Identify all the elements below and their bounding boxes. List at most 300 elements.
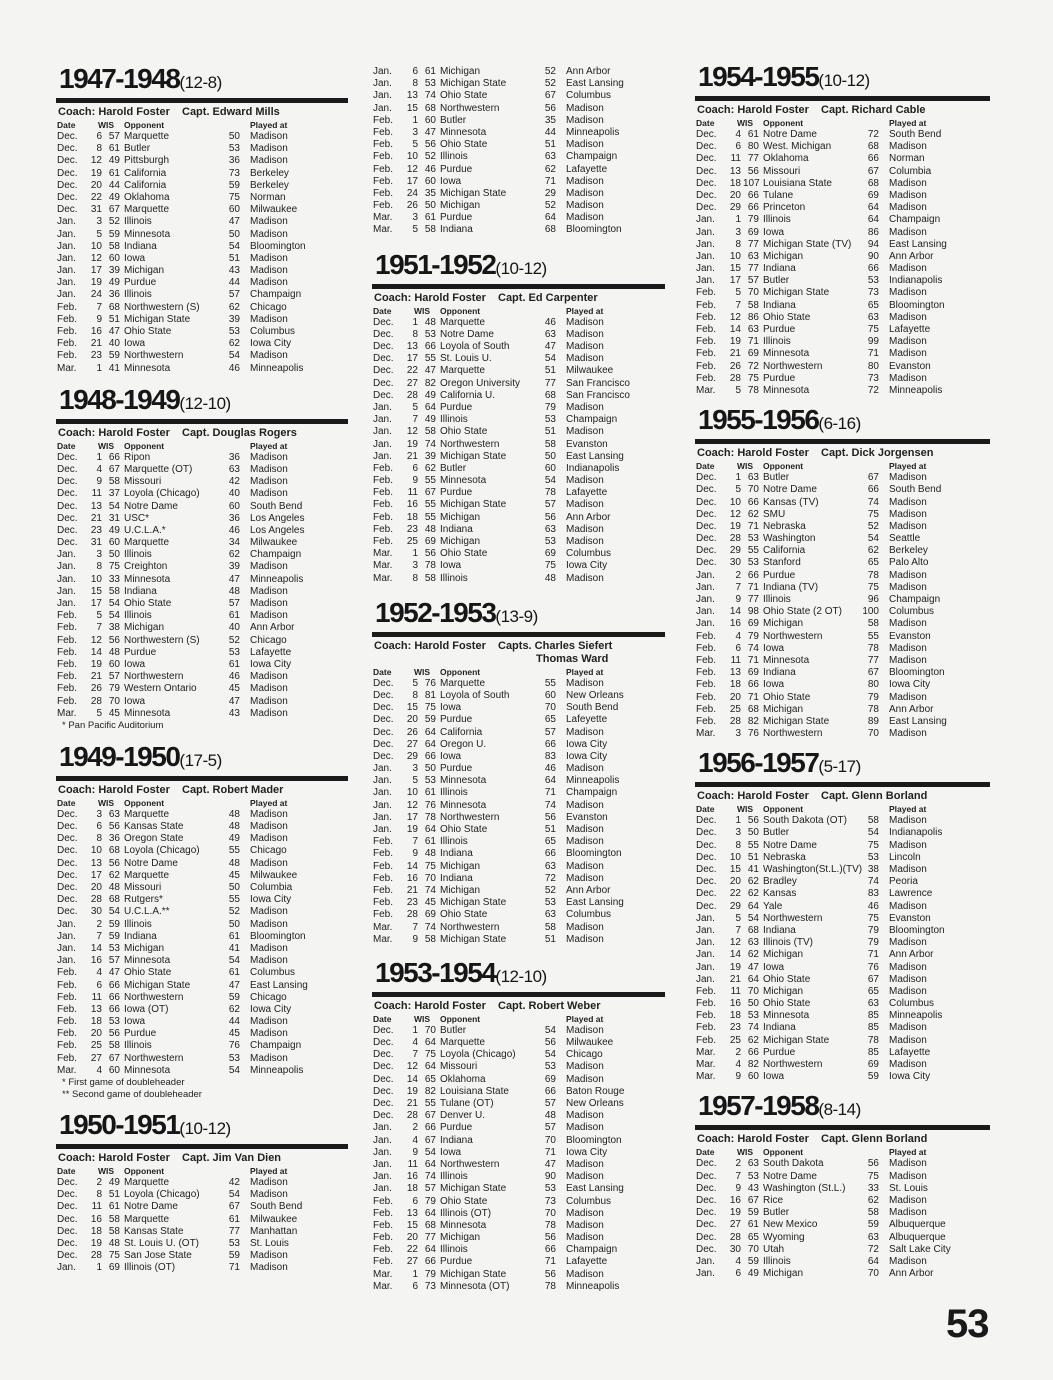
opponent-score: 51	[544, 933, 556, 945]
game-month: Feb.	[57, 350, 78, 362]
wisconsin-score: 45	[424, 897, 436, 909]
game-month: Mar.	[696, 384, 716, 396]
wisconsin-score: 75	[108, 1250, 120, 1262]
game-month: Dec.	[57, 191, 78, 203]
header-date: Date	[57, 797, 76, 808]
game-day: 21	[90, 671, 102, 683]
game-location: Ann Arbor	[566, 511, 611, 523]
header-wis: WIS	[414, 666, 431, 677]
opponent-score: 76	[228, 1040, 240, 1052]
opponent-score: 44	[228, 277, 240, 289]
game-row	[695, 949, 990, 961]
game-location: New Orleans	[566, 689, 624, 701]
game-day: 25	[90, 1040, 102, 1052]
opponent-score: 79	[867, 691, 879, 703]
game-month: Feb.	[57, 1052, 78, 1064]
wisconsin-score: 53	[747, 1010, 759, 1022]
game-row	[56, 980, 348, 992]
game-month: Jan.	[696, 226, 715, 238]
game-location: Madison	[250, 313, 288, 325]
game-row	[695, 728, 990, 740]
game-month: Jan.	[696, 973, 715, 985]
opponent-score: 53	[544, 897, 556, 909]
wisconsin-score: 48	[424, 848, 436, 860]
game-day: 9	[412, 475, 418, 487]
game-location: Evanston	[566, 438, 608, 450]
opponent-score: 68	[544, 389, 556, 401]
game-row	[695, 962, 990, 974]
game-location: Madison	[566, 1061, 604, 1073]
game-location: Iowa City	[566, 1146, 608, 1158]
season-year: 1947-1948	[59, 63, 180, 94]
wisconsin-score: 63	[747, 324, 759, 335]
opponent-score: 58	[867, 618, 879, 630]
game-location: Madison	[566, 1073, 604, 1085]
wisconsin-score: 69	[747, 348, 759, 360]
game-location: Indianapolis	[889, 827, 943, 839]
game-row	[695, 263, 990, 275]
opponent-name: Marquette	[440, 677, 486, 689]
wisconsin-score: 64	[424, 1061, 436, 1073]
game-row	[372, 365, 665, 377]
opponent-name: Michigan State	[440, 933, 507, 945]
game-day: 13	[729, 667, 741, 679]
season-record: (5-17)	[818, 757, 861, 777]
game-month: Dec.	[57, 512, 78, 524]
game-day: 13	[90, 1003, 102, 1015]
column-right	[695, 62, 990, 1280]
opponent-score: 47	[228, 216, 240, 228]
game-day: 22	[729, 888, 741, 900]
game-location: Palo Alto	[889, 557, 929, 569]
game-location: Madison	[889, 581, 927, 593]
wisconsin-score: 61	[424, 836, 436, 848]
game-location: South Bend	[889, 129, 942, 140]
wisconsin-score: 71	[747, 691, 759, 703]
opponent-score: 78	[544, 1280, 556, 1292]
wisconsin-score: 55	[424, 499, 436, 511]
wisconsin-score: 77	[747, 594, 759, 605]
game-row	[56, 131, 348, 143]
game-location: Madison	[250, 1250, 288, 1262]
wisconsin-score: 82	[747, 715, 759, 727]
game-day: 16	[729, 998, 741, 1010]
opponent-name: Northwestern	[440, 921, 500, 933]
game-month: Jan.	[373, 775, 392, 787]
opponent-score: 53	[228, 1237, 240, 1249]
game-location: Madison	[566, 1158, 604, 1170]
game-row	[372, 763, 665, 775]
game-row	[56, 241, 348, 253]
game-day: 28	[406, 1110, 418, 1122]
game-row	[372, 317, 665, 329]
game-month: Jan.	[373, 78, 392, 90]
game-location: Madison	[250, 1189, 288, 1201]
opponent-score: 59	[228, 179, 240, 191]
season-section	[56, 742, 348, 1101]
game-day: 5	[735, 912, 741, 924]
opponent-name: Indiana	[440, 872, 473, 884]
game-month: Jan.	[57, 277, 76, 289]
game-row	[372, 164, 665, 176]
game-row	[372, 66, 665, 78]
opponent-score: 83	[867, 888, 879, 900]
header-date: Date	[57, 1166, 76, 1176]
opponent-score: 59	[867, 1219, 879, 1231]
game-row	[372, 573, 665, 585]
game-location: Lafeyette	[566, 714, 608, 726]
game-month: Feb.	[373, 187, 394, 199]
opponent-score: 86	[867, 226, 879, 238]
opponent-score: 53	[867, 275, 879, 287]
coach-line	[695, 104, 990, 117]
game-location: Madison	[889, 1207, 927, 1219]
game-month: Mar.	[373, 548, 393, 560]
wisconsin-score: 48	[108, 1237, 120, 1249]
column-headers	[695, 117, 990, 129]
opponent-score: 67	[867, 472, 879, 484]
wisconsin-score: 70	[747, 484, 759, 496]
footnote: * Pan Pacific Auditorium	[62, 719, 164, 731]
game-location: Madison	[566, 114, 604, 126]
game-day: 18	[90, 1225, 102, 1237]
opponent-score: 78	[867, 642, 879, 654]
wisconsin-score: 49	[108, 155, 120, 167]
game-month: Jan.	[696, 214, 715, 226]
opponent-name: Purdue	[440, 212, 473, 224]
game-location: Madison	[250, 488, 288, 500]
game-row	[56, 501, 348, 513]
wisconsin-score: 40	[108, 338, 120, 350]
opponent-name: Butler	[763, 1207, 790, 1219]
opponent-score: 62	[867, 545, 879, 557]
game-row	[372, 560, 665, 572]
opponent-name: Northwestern	[763, 1059, 823, 1070]
opponent-score: 42	[228, 476, 240, 488]
game-day: 20	[90, 179, 102, 191]
game-row	[372, 690, 665, 702]
game-row	[695, 166, 990, 178]
game-location: Columbus	[250, 326, 296, 337]
game-month: Dec.	[57, 1201, 78, 1213]
game-location: East Lansing	[566, 450, 624, 462]
opponent-score: 56	[544, 1037, 556, 1049]
game-location: Madison	[250, 451, 288, 463]
game-day: 19	[90, 1237, 102, 1249]
opponent-name: Northwestern	[763, 728, 823, 740]
opponent-name: Minnesota	[124, 228, 171, 240]
game-row	[56, 476, 348, 488]
game-row	[372, 702, 665, 714]
header-played-at: Played at	[250, 797, 288, 808]
wisconsin-score: 71	[747, 654, 759, 666]
opponent-name: Marquette	[124, 869, 170, 881]
game-row	[695, 901, 990, 913]
opponent-score: 79	[867, 937, 879, 949]
opponent-score: 62	[228, 1003, 240, 1015]
opponent-name: Indiana	[763, 263, 796, 275]
game-day: 1	[96, 362, 102, 374]
game-location: Madison	[566, 1024, 604, 1036]
game-row	[372, 678, 665, 690]
game-day: 6	[96, 131, 102, 142]
game-month: Feb.	[373, 909, 394, 921]
wisconsin-score: 76	[747, 728, 759, 740]
opponent-score: 66	[544, 848, 556, 860]
game-day: 12	[90, 155, 102, 167]
opponent-name: Minnesota (OT)	[440, 1280, 510, 1292]
game-month: Jan.	[696, 618, 715, 630]
opponent-name: Washington	[763, 533, 816, 545]
coach-name: Coach: Harold Foster	[697, 790, 809, 803]
game-month: Dec.	[373, 714, 394, 726]
game-month: Dec.	[57, 821, 78, 833]
game-row	[56, 1177, 348, 1189]
game-month: Dec.	[57, 537, 78, 549]
game-row	[372, 1037, 665, 1049]
game-location: Los Angeles	[250, 512, 305, 524]
opponent-score: 57	[544, 499, 556, 511]
coach-line	[695, 1133, 990, 1146]
game-location: Madison	[889, 496, 927, 508]
wisconsin-score: 50	[747, 827, 759, 839]
season-heading	[372, 958, 665, 992]
game-day: 29	[406, 750, 418, 762]
heading-rule	[56, 98, 348, 103]
game-location: Evanston	[566, 811, 608, 823]
opponent-score: 48	[228, 585, 240, 597]
game-location: Madison	[566, 860, 604, 872]
game-row	[56, 894, 348, 906]
opponent-name: California	[124, 167, 167, 179]
game-month: Dec.	[696, 1170, 717, 1182]
game-row	[56, 1238, 348, 1250]
game-location: Milwaukee	[250, 869, 298, 881]
game-location: Madison	[566, 523, 604, 535]
wisconsin-score: 58	[424, 224, 436, 236]
game-day: 8	[412, 572, 418, 584]
game-location: East Lansing	[889, 238, 947, 250]
game-day: 21	[729, 973, 741, 985]
coach-name: Coach: Harold Foster	[58, 1152, 170, 1164]
game-location: Minneapolis	[250, 1064, 304, 1076]
game-month: Mar.	[373, 1280, 393, 1292]
game-day: 1	[412, 1268, 418, 1280]
wisconsin-score: 59	[108, 930, 120, 942]
opponent-score: 48	[544, 572, 556, 584]
game-day: 1	[412, 316, 418, 328]
game-month: Feb.	[373, 1232, 394, 1244]
game-day: 2	[96, 1177, 102, 1188]
wisconsin-score: 64	[424, 824, 436, 835]
game-day: 8	[96, 561, 102, 573]
opponent-score: 57	[228, 289, 240, 301]
game-row	[372, 897, 665, 909]
game-month: Feb.	[696, 299, 717, 311]
opponent-name: Indiana	[124, 585, 157, 597]
game-location: Madison	[889, 985, 927, 997]
wisconsin-score: 82	[747, 1059, 759, 1070]
game-day: 28	[729, 715, 741, 727]
opponent-name: Illinois	[124, 610, 152, 622]
game-month: Dec.	[57, 500, 78, 512]
game-location: Madison	[250, 1177, 288, 1188]
header-date: Date	[373, 666, 392, 677]
captain-name: Capt. Richard Cable	[821, 104, 926, 116]
header-played-at: Played at	[250, 120, 288, 130]
captain-name: Capt. Jim Van Dien	[182, 1152, 282, 1164]
game-location: Milwaukee	[250, 204, 298, 216]
opponent-score: 90	[867, 250, 879, 262]
game-month: Feb.	[696, 336, 717, 348]
game-row	[695, 667, 990, 679]
opponent-score: 63	[544, 523, 556, 535]
opponent-score: 75	[867, 912, 879, 924]
game-location: Columbus	[250, 967, 296, 979]
opponent-name: Iowa	[124, 338, 146, 350]
game-month: Jan.	[57, 228, 76, 240]
opponent-score: 56	[544, 811, 556, 823]
wisconsin-score: 49	[424, 389, 436, 401]
season-record: (17-5)	[179, 750, 222, 770]
wisconsin-score: 39	[424, 450, 436, 462]
season-section	[56, 1110, 348, 1275]
wisconsin-score: 66	[108, 1003, 120, 1015]
game-location: Madison	[889, 177, 927, 189]
game-month: Jan.	[373, 811, 392, 823]
game-row	[695, 336, 990, 348]
game-day: 18	[406, 511, 418, 523]
game-month: Jan.	[373, 90, 392, 102]
game-day: 1	[735, 815, 741, 827]
opponent-score: 73	[544, 1195, 556, 1207]
game-month: Feb.	[696, 348, 717, 360]
game-row	[56, 1226, 348, 1238]
game-month: Feb.	[57, 646, 78, 658]
wisconsin-score: 75	[424, 1049, 436, 1061]
game-month: Dec.	[373, 389, 394, 401]
opponent-name: Loyola (Chicago)	[440, 1049, 516, 1061]
game-row	[695, 1158, 990, 1170]
opponent-score: 54	[228, 955, 240, 967]
game-row	[372, 1025, 665, 1037]
opponent-score: 54	[228, 240, 240, 252]
wisconsin-score: 68	[424, 102, 436, 114]
game-row	[695, 300, 990, 312]
opponent-score: 71	[544, 175, 556, 187]
wisconsin-score: 67	[424, 1134, 436, 1146]
opponent-score: 83	[544, 750, 556, 762]
wisconsin-score: 54	[108, 598, 120, 609]
game-row	[695, 1232, 990, 1244]
opponent-score: 64	[544, 775, 556, 787]
wisconsin-score: 74	[424, 1171, 436, 1183]
column-headers	[56, 1165, 348, 1177]
opponent-score: 78	[867, 703, 879, 715]
game-month: Dec.	[57, 131, 78, 142]
opponent-score: 55	[228, 894, 240, 906]
game-day: 25	[729, 1034, 741, 1046]
game-month: Dec.	[57, 1225, 78, 1237]
opponent-score: 62	[867, 1194, 879, 1206]
opponent-score: 63	[228, 463, 240, 475]
game-day: 23	[90, 350, 102, 362]
game-row	[56, 1065, 348, 1077]
game-row	[372, 1098, 665, 1110]
game-month: Mar.	[373, 921, 393, 933]
wisconsin-score: 57	[424, 1183, 436, 1195]
game-row	[695, 1047, 990, 1059]
opponent-name: Oregon University	[440, 377, 521, 389]
game-day: 7	[735, 1170, 741, 1182]
game-day: 8	[96, 1189, 102, 1201]
game-month: Dec.	[373, 702, 394, 714]
game-day: 27	[406, 377, 418, 389]
game-month: Dec.	[373, 328, 394, 340]
game-row	[695, 582, 990, 594]
opponent-score: 48	[544, 1110, 556, 1122]
game-month: Dec.	[696, 508, 717, 520]
game-row	[372, 390, 665, 402]
opponent-score: 56	[867, 1158, 879, 1170]
game-month: Feb.	[57, 1028, 78, 1040]
heading-rule	[695, 1125, 990, 1130]
game-row	[372, 329, 665, 341]
game-row	[56, 277, 348, 289]
opponent-score: 46	[867, 900, 879, 912]
game-day: 19	[729, 961, 741, 973]
game-location: Madison	[889, 141, 927, 153]
game-row	[372, 922, 665, 934]
opponent-name: Iowa	[763, 1071, 785, 1083]
game-location: Champaign	[566, 1244, 618, 1256]
game-day: 21	[406, 450, 418, 462]
game-location: Bloomington	[250, 930, 306, 942]
game-month: Mar.	[696, 1071, 716, 1083]
game-day: 15	[406, 1219, 418, 1231]
season-heading	[56, 385, 348, 419]
opponent-name: Illinois	[440, 1171, 468, 1183]
opponent-name: Michigan State	[440, 187, 507, 199]
game-location: East Lansing	[566, 897, 624, 909]
opponent-name: Butler	[440, 462, 467, 474]
game-location: Iowa City	[250, 338, 292, 350]
opponent-name: Oregon U.	[440, 738, 487, 750]
wisconsin-score: 63	[108, 808, 120, 820]
opponent-score: 46	[544, 763, 556, 775]
opponent-score: 69	[867, 1059, 879, 1070]
wisconsin-score: 60	[747, 1071, 759, 1083]
game-month: Feb.	[696, 372, 717, 384]
wisconsin-score: 50	[747, 998, 759, 1010]
game-month: Feb.	[373, 1256, 394, 1268]
game-row	[56, 155, 348, 167]
game-month: Dec.	[696, 827, 717, 839]
game-location: Madison	[889, 973, 927, 985]
wisconsin-score: 62	[747, 949, 759, 961]
opponent-score: 53	[228, 1052, 240, 1064]
opponent-score: 99	[867, 336, 879, 348]
wisconsin-score: 68	[108, 894, 120, 906]
game-location: Ann Arbor	[566, 884, 611, 896]
wisconsin-score: 75	[424, 702, 436, 714]
header-wis: WIS	[98, 797, 115, 808]
game-location: Columbus	[566, 548, 612, 560]
game-location: Madison	[566, 341, 604, 352]
game-day: 14	[90, 646, 102, 658]
game-row	[695, 618, 990, 630]
game-location: Madison	[250, 265, 288, 277]
